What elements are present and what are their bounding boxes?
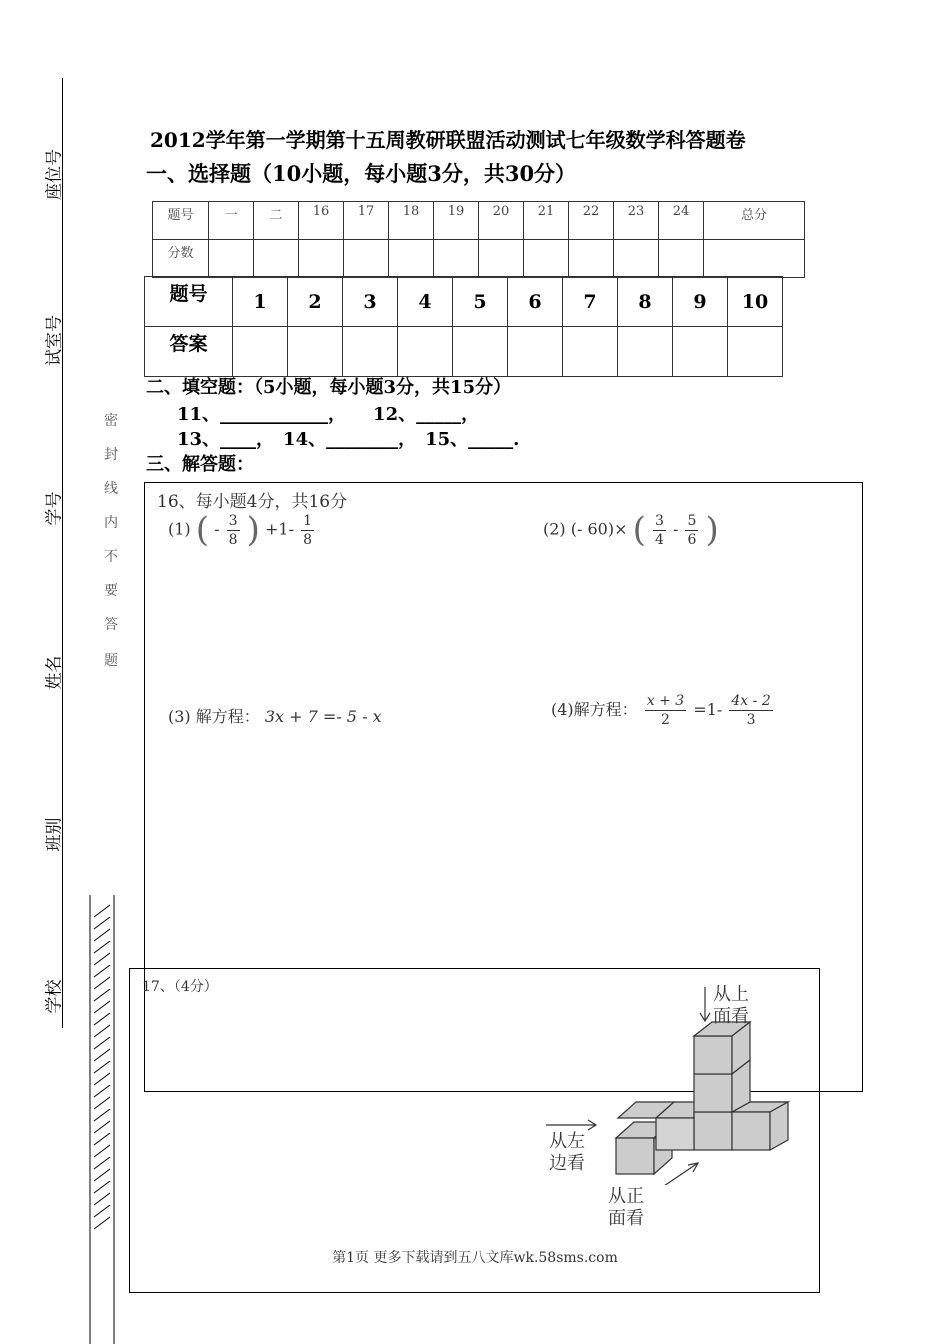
seal-char: 题 (104, 653, 118, 669)
hatch-mark (94, 1109, 110, 1121)
q16-part4 (551, 692, 775, 729)
score-cell: 24 (659, 202, 704, 240)
hatch-mark (94, 1025, 110, 1037)
score-input-cell[interactable] (569, 240, 614, 278)
answer-cell[interactable] (453, 327, 508, 377)
answer-number: 3 (343, 277, 398, 327)
seal-char: 不 (104, 549, 118, 565)
q16-part2 (543, 510, 719, 550)
score-input-cell[interactable] (434, 240, 479, 278)
hatch-mark (94, 989, 110, 1001)
score-input-cell[interactable] (209, 240, 254, 278)
hatch-mark (94, 1121, 110, 1133)
student-no-label: 学号 (44, 491, 65, 526)
answer-number: 8 (618, 277, 673, 327)
answer-cell[interactable] (288, 327, 343, 377)
score-input-cell[interactable] (659, 240, 704, 278)
hatch-mark (94, 1145, 110, 1157)
hatch-mark (94, 1157, 110, 1169)
score-input-cell[interactable] (524, 240, 569, 278)
score-table (152, 201, 805, 278)
fraction (653, 512, 666, 549)
answer-cell[interactable] (508, 327, 563, 377)
left-paren: ( (195, 510, 210, 550)
numerator: x + 3 (646, 693, 685, 709)
class-label: 班别 (44, 817, 65, 852)
exam-room-label: 试室号 (44, 315, 65, 366)
page-title: 2012学年第一学期第十五周教研联盟活动测试七年级数学科答题卷 (150, 128, 746, 152)
answer-number: 9 (673, 277, 728, 327)
operand: (- 60)× (570, 519, 628, 539)
section1-title: 一、选择题（10小题，每小题3分，共30分） (146, 161, 577, 186)
view-left-label (549, 1131, 585, 1175)
view-top-line: 从上 (713, 984, 749, 1005)
answer-cell[interactable] (233, 327, 288, 377)
hatch-strip (86, 895, 122, 1344)
score-value-row (153, 240, 805, 278)
score-input-cell[interactable] (389, 240, 434, 278)
section2-title: 二、填空题：（5小题，每小题3分，共15分） (146, 377, 512, 398)
answer-row (145, 327, 783, 377)
numerator: 4x - 2 (731, 693, 771, 709)
answer-number: 5 (453, 277, 508, 327)
answer-number: 1 (233, 277, 288, 327)
operator: +1- (265, 519, 294, 539)
arrow-front (658, 1163, 698, 1185)
hatch-mark (94, 941, 110, 953)
denominator: 4 (654, 531, 664, 548)
view-top-label (713, 984, 749, 1028)
binding-line (62, 78, 63, 1028)
q16-part2-label: (2) (543, 519, 566, 539)
score-input-cell[interactable] (344, 240, 389, 278)
score-cell: 16 (299, 202, 344, 240)
answer-cell[interactable] (398, 327, 453, 377)
score-input-cell[interactable] (254, 240, 299, 278)
seal-char: 要 (104, 583, 118, 599)
seal-char: 答 (104, 617, 118, 633)
denominator: 2 (661, 712, 670, 728)
score-input-cell[interactable] (704, 240, 805, 278)
score-cell: 19 (434, 202, 479, 240)
view-front-line: 面看 (608, 1208, 644, 1229)
score-cell: 一 (209, 202, 254, 240)
numerator: 3 (654, 512, 664, 529)
score-cell: 17 (344, 202, 389, 240)
hatch-mark (94, 917, 110, 929)
view-left-line: 从左 (549, 1131, 585, 1152)
section3-title: 三、解答题： (146, 454, 254, 475)
answer-cell[interactable] (728, 327, 783, 377)
hatch-mark (94, 1133, 110, 1145)
score-cell: 18 (389, 202, 434, 240)
seal-char: 密 (104, 413, 118, 429)
hatch-mark (94, 1013, 110, 1025)
fraction (685, 512, 698, 549)
answer-cell[interactable] (563, 327, 618, 377)
operator: =1- (693, 700, 723, 719)
fill-line-2[interactable]: 13、____， 14、________， 15、_____. (177, 429, 520, 450)
hatch-mark (94, 1097, 110, 1109)
denominator: 3 (746, 712, 756, 728)
q16-part4-label: (4)解方程： (551, 700, 638, 719)
hatch-mark (94, 965, 110, 977)
hatch-mark (94, 1049, 110, 1061)
hatch-mark (94, 1217, 110, 1229)
hatch-mark (94, 1037, 110, 1049)
fraction (227, 512, 240, 549)
right-paren: ) (705, 510, 719, 550)
view-front-label (608, 1186, 644, 1230)
score-cell: 二 (254, 202, 299, 240)
answer-cell[interactable] (343, 327, 398, 377)
minus-sign: - (214, 519, 220, 539)
answer-table (144, 276, 783, 377)
hatch-mark (94, 953, 110, 965)
view-left-line: 边看 (549, 1153, 585, 1174)
seal-char: 封 (104, 447, 118, 463)
cube-face (732, 1112, 770, 1150)
view-top-line: 面看 (713, 1006, 749, 1027)
score-cell: 21 (524, 202, 569, 240)
score-cell: 20 (479, 202, 524, 240)
answer-number: 4 (398, 277, 453, 327)
answer-cell[interactable] (618, 327, 673, 377)
score-input-cell[interactable] (299, 240, 344, 278)
fraction (645, 692, 686, 729)
hatch-mark (94, 929, 110, 941)
school-label: 学校 (44, 979, 65, 1014)
fill-line-1[interactable]: 11、____________， 12、_____， (177, 404, 480, 425)
seal-char: 线 (104, 481, 118, 497)
score-header-row (153, 202, 805, 240)
score-input-cell[interactable] (614, 240, 659, 278)
left-paren: ( (632, 510, 646, 550)
equation: 3x + 7 =- 5 - x (264, 707, 382, 726)
fraction (301, 512, 314, 549)
minus-sign: - (672, 519, 679, 539)
score-input-cell[interactable] (479, 240, 524, 278)
answer-number: 6 (508, 277, 563, 327)
numerator: 1 (303, 512, 313, 529)
q16-heading: 16、每小题4分，共16分 (157, 492, 348, 512)
denominator: 8 (303, 531, 313, 548)
q16-part3 (168, 704, 382, 727)
score-cell: 题号 (153, 202, 209, 240)
answer-header-row (145, 277, 783, 327)
answer-number: 7 (563, 277, 618, 327)
answer-cell[interactable] (673, 327, 728, 377)
hatch-mark (94, 1001, 110, 1013)
hatch-mark (94, 1193, 110, 1205)
right-paren: ) (246, 510, 260, 550)
score-cell: 总分 (704, 202, 805, 240)
view-front-line: 从正 (608, 1186, 644, 1207)
denominator: 6 (687, 531, 697, 548)
seal-char: 内 (104, 515, 118, 531)
q17-heading: 17、（4分） (142, 979, 218, 995)
numerator: 3 (228, 512, 238, 529)
fraction (729, 692, 772, 729)
answer-row-label: 答案 (145, 327, 233, 377)
answer-number: 10 (728, 277, 783, 327)
name-label: 姓名 (44, 655, 65, 690)
q16-part1-label: (1) (168, 519, 191, 539)
q16-part1 (168, 510, 316, 550)
q16-part3-label: (3) 解方程： (168, 707, 260, 726)
score-cell: 22 (569, 202, 614, 240)
numerator: 5 (687, 512, 697, 529)
seat-label: 座位号 (44, 149, 65, 200)
score-cell: 23 (614, 202, 659, 240)
hatch-mark (94, 1085, 110, 1097)
hatch-mark (94, 1073, 110, 1085)
score-row-label: 分数 (153, 240, 209, 278)
hatch-mark (94, 905, 110, 917)
hatch-mark (94, 977, 110, 989)
hatch-mark (94, 1205, 110, 1217)
hatch-mark (94, 1169, 110, 1181)
answer-header-label: 题号 (145, 277, 233, 327)
hatch-mark (94, 1181, 110, 1193)
hatch-mark (94, 1061, 110, 1073)
page-footer: 第1页 更多下载请到五八文库wk.58sms.com (332, 1250, 618, 1266)
denominator: 8 (228, 531, 238, 548)
answer-number: 2 (288, 277, 343, 327)
